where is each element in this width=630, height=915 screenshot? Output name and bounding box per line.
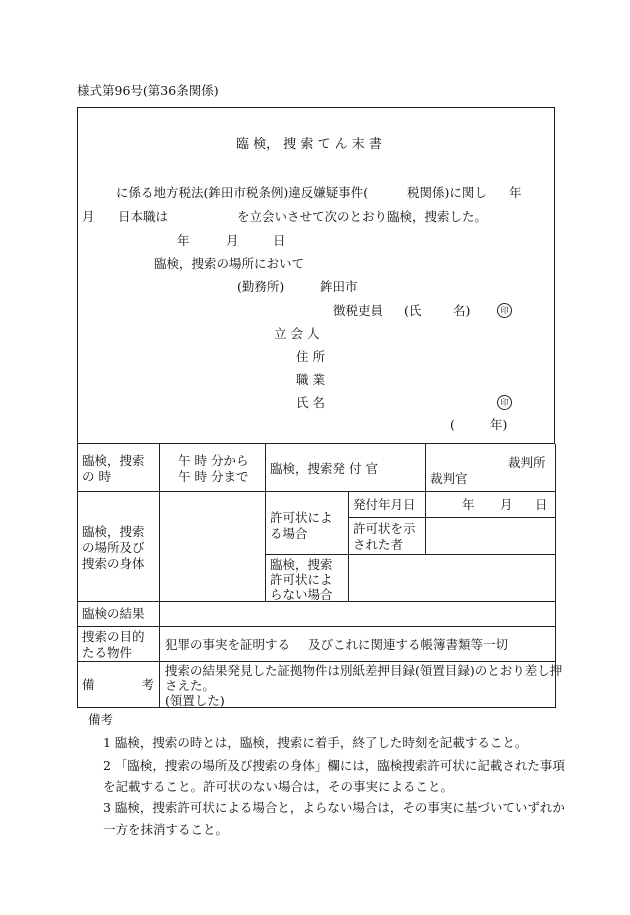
form-number: 様式第96号(第36条関係) <box>77 83 219 98</box>
note-3a: 3 臨検，捜索許可状による場合と，よらない場合は，その事実に基づいていずれか <box>103 800 565 815</box>
time-to: 午 時 分まで <box>178 469 249 484</box>
result-label: 臨検の結果 <box>82 606 145 621</box>
warrant-case-2: る場合 <box>270 526 308 541</box>
shown-to-1: 許可状を示 <box>353 521 416 536</box>
name-label: 氏 名 <box>296 395 325 410</box>
age-close: 年) <box>490 417 508 432</box>
body-line2b: 日本職は <box>118 209 169 224</box>
time-label-1: 臨検，捜索 <box>82 453 145 468</box>
officer-seal-icon: 印 <box>497 303 512 318</box>
name-open: (氏 <box>404 303 422 318</box>
purpose-a: 犯罪の事実を証明する <box>165 637 291 652</box>
remarks-line-1: 捜索の結果発見した証拠物件は別紙差押目録(領置目録)のとおり差し押 <box>165 663 563 678</box>
issue-day: 日 <box>535 497 548 512</box>
body-line2a: 月 <box>82 209 95 224</box>
warrant-case-1: 許可状によ <box>270 510 333 525</box>
date-day: 日 <box>273 233 286 248</box>
note-2b: を記載すること。許可状のない場合は，その事実によること。 <box>103 779 454 794</box>
date-year: 年 <box>177 233 190 248</box>
issuer-label: 臨検，捜索発 付 官 <box>270 461 378 476</box>
body-line1b: 税関係)に関し <box>407 185 487 200</box>
officer-title: 徴税吏員 <box>333 303 384 318</box>
body-line1a: に係る地方税法(鉾田市税条例)違反嫌疑事件( <box>116 185 369 200</box>
remarks-line-3: (領置した) <box>165 693 225 708</box>
place-label-2: の場所及び <box>82 540 145 555</box>
body-line2c: を立会いさせて次のとおり臨検，捜索した。 <box>237 209 488 224</box>
age-open: ( <box>450 417 455 432</box>
no-warrant-3: らない場合 <box>270 587 333 602</box>
no-warrant-2: 許可状によ <box>270 572 333 587</box>
time-from: 午 時 分から <box>178 453 249 468</box>
place-text: 臨検，捜索の場所において <box>154 256 305 271</box>
remarks-line-2: さえた。 <box>165 678 216 693</box>
name-close: 名) <box>453 303 471 318</box>
address-label: 住 所 <box>296 349 325 364</box>
issue-year: 年 <box>462 497 475 512</box>
remarks-label: 備 考 <box>82 677 154 692</box>
witness-label: 立 会 人 <box>274 326 320 341</box>
body-line1c: 年 <box>509 185 522 200</box>
occupation-label: 職 業 <box>296 372 325 387</box>
purpose-label-2: たる物件 <box>82 645 133 660</box>
issue-month: 月 <box>500 497 513 512</box>
note-1: 1 臨検，捜索の時とは，臨検，捜索に着手，終了した時刻を記載すること。 <box>103 735 528 750</box>
witness-seal-icon: 印 <box>497 395 512 410</box>
place-label-1: 臨検，捜索 <box>82 524 145 539</box>
purpose-b: 及びこれに関連する帳簿書類等一切 <box>308 637 509 652</box>
notes-heading: 備考 <box>88 712 114 727</box>
no-warrant-1: 臨検，捜索 <box>270 557 333 572</box>
date-month: 月 <box>226 233 239 248</box>
court-label: 裁判所 <box>508 455 546 470</box>
city-name: 鉾田市 <box>320 279 358 294</box>
judge-label: 裁判官 <box>430 471 468 486</box>
time-label-2: の 時 <box>82 469 111 484</box>
purpose-label-1: 捜索の目的 <box>82 629 145 644</box>
office-label: (勤務所) <box>237 279 285 294</box>
note-3b: 一方を抹消すること。 <box>103 822 229 837</box>
place-label-3: 捜索の身体 <box>82 556 145 571</box>
statement-frame <box>77 107 555 444</box>
issue-date-label: 発付年月日 <box>353 497 416 512</box>
shown-to-2: された者 <box>353 537 404 552</box>
note-2a: 2 「臨検，捜索の場所及び捜索の身体」欄には，臨検捜索許可状に記載された事項 <box>103 758 565 773</box>
document-title: 臨 検， 捜 索 て ん 末 書 <box>236 137 382 152</box>
